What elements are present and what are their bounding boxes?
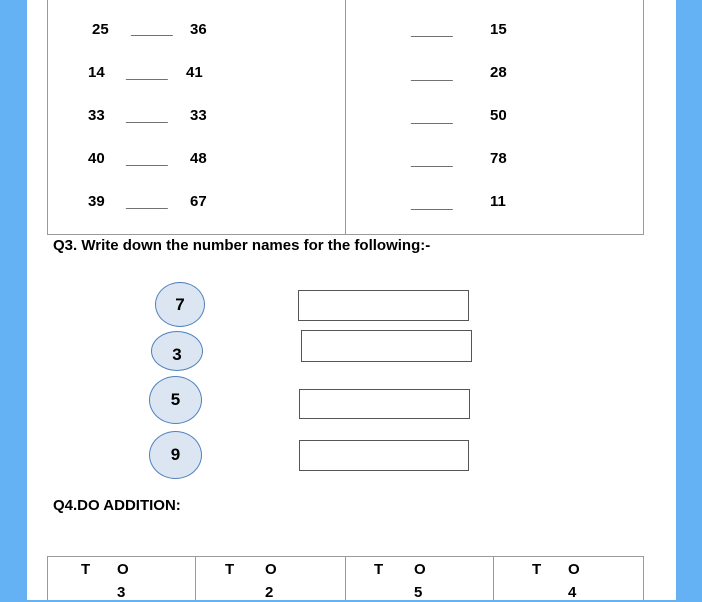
q2-table-bottom-border <box>47 234 644 235</box>
q2-right-number: 33 <box>190 107 207 124</box>
number-circle <box>151 331 203 371</box>
worksheet-page <box>27 0 676 600</box>
addend-ones-digit: 5 <box>414 584 423 601</box>
q2-left-number: 25 <box>92 21 109 38</box>
number-circle <box>149 376 202 424</box>
q2-right-number: 28 <box>490 64 507 81</box>
q4-table-border <box>345 556 346 600</box>
compare-blank[interactable]: _____ <box>126 151 168 168</box>
q4-heading: Q4.DO ADDITION: <box>53 497 181 514</box>
q2-left-number: 14 <box>88 64 105 81</box>
addend-ones-digit: 3 <box>117 584 126 601</box>
number-name-answer-box[interactable] <box>299 440 469 471</box>
compare-blank[interactable]: _____ <box>126 65 168 82</box>
compare-blank[interactable]: _____ <box>131 21 173 38</box>
tens-header: T <box>81 561 91 578</box>
tens-header: T <box>374 561 384 578</box>
circle-number: 7 <box>175 294 185 314</box>
q2-right-number: 48 <box>190 150 207 167</box>
q2-left-number: 33 <box>88 107 105 124</box>
circle-number: 9 <box>170 445 181 464</box>
q4-table-border <box>493 556 494 600</box>
q2-right-number: 15 <box>490 21 507 38</box>
number-circle <box>155 282 205 327</box>
compare-blank[interactable]: _____ <box>411 66 453 83</box>
q4-table-border <box>643 556 644 600</box>
q2-right-number: 11 <box>490 193 506 210</box>
q2-left-number: 40 <box>88 150 105 167</box>
compare-blank[interactable]: _____ <box>411 195 453 212</box>
q2-table-divider <box>345 0 346 235</box>
q3-heading: Q3. Write down the number names for the following:- <box>53 237 431 254</box>
circle-number: 5 <box>170 390 181 409</box>
q2-right-number: 41 <box>186 64 203 81</box>
compare-blank[interactable]: _____ <box>411 152 453 169</box>
q2-left-number: 39 <box>88 193 105 210</box>
number-name-answer-box[interactable] <box>298 290 469 321</box>
q2-right-number: 67 <box>190 193 207 210</box>
compare-blank[interactable]: _____ <box>126 194 168 211</box>
number-name-answer-box[interactable] <box>301 330 472 362</box>
ones-header: O <box>117 561 129 578</box>
q2-right-number: 50 <box>490 107 507 124</box>
q2-right-number: 36 <box>190 21 207 38</box>
q2-table-right-border <box>643 0 644 235</box>
ones-header: O <box>414 561 426 578</box>
compare-blank[interactable]: _____ <box>411 109 453 126</box>
tens-header: T <box>532 561 542 578</box>
addend-ones-digit: 4 <box>568 584 577 601</box>
compare-blank[interactable]: _____ <box>411 22 453 39</box>
tens-header: T <box>225 561 235 578</box>
ones-header: O <box>265 561 277 578</box>
q4-table-border <box>195 556 196 600</box>
number-circle <box>149 431 202 479</box>
compare-blank[interactable]: _____ <box>126 108 168 125</box>
q2-table-left-border <box>47 0 48 235</box>
circle-number: 3 <box>172 345 182 364</box>
q2-right-number: 78 <box>490 150 507 167</box>
q4-table-border <box>47 556 48 600</box>
addend-ones-digit: 2 <box>265 584 274 601</box>
number-name-answer-box[interactable] <box>299 389 470 419</box>
ones-header: O <box>568 561 580 578</box>
